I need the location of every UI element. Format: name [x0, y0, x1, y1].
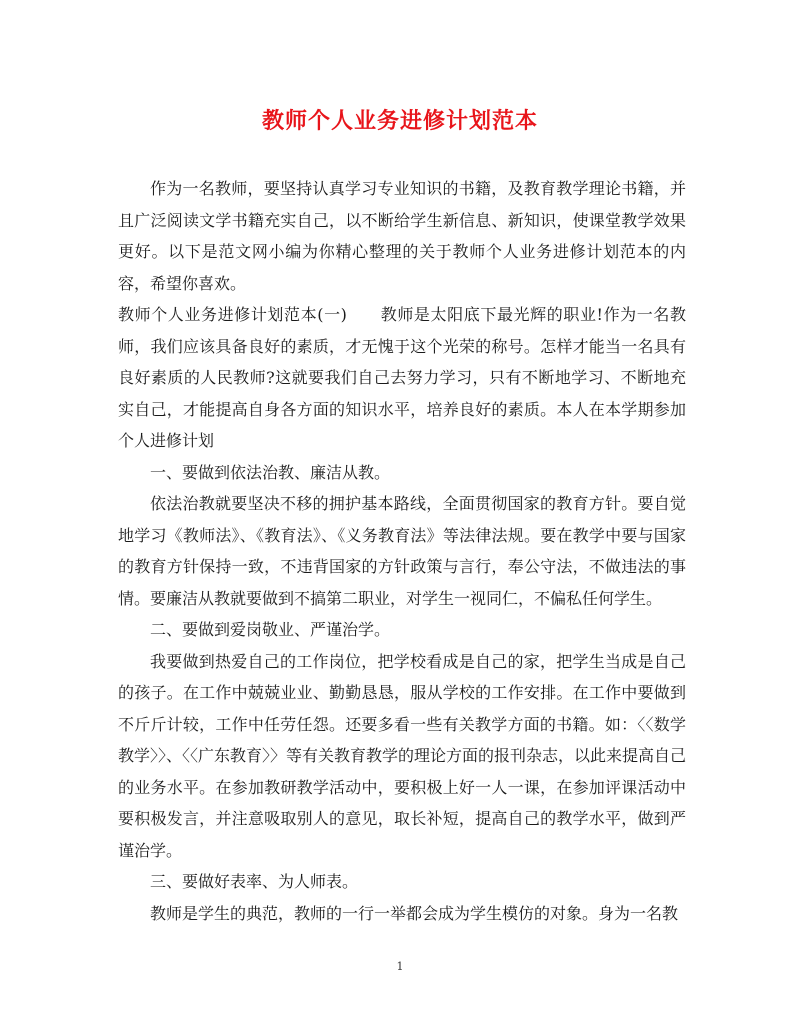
paragraph-section-2: 我要做到热爱自己的工作岗位，把学校看成是自己的家，把学生当成是自己的孩子。在工作中兢兢业业、勤勤恳恳，服从学校的工作安排。在工作中要做到不斤斤计较，工作中任劳任怨。还要多看一些有关教学方面的书籍。如：〈〈数学教学〉〉、〈〈广东教育〉〉等有关教育教学的理论方面的报刊杂志，以此来提高自己的业务水平。在参加教研教学活动中，要积极上好一人一课，在参加评课活动中要积极发言，并注意吸取别人的意见，取长补短，提高自己的教学水平，做到严谨治学。: [118, 651, 687, 860]
paragraph-template-one: 教师个人业务进修计划范本(一) 教师是太阳底下最光辉的职业!作为一名教师，我们应该具备良好的素质，才无愧于这个光荣的称号。怎样才能当一名具有良好素质的人民教师?这就要我们自己去努力学习，只有不断地学习、不断地充实自己，才能提高自身各方面的知识水平，培养良好的素质。本人在本学期参加个人进修计划: [118, 305, 686, 450]
page-number: 1: [396, 960, 404, 973]
document-title: 教师个人业务进修计划范本: [261, 108, 538, 134]
paragraph-section-1: 依法治教就要坚决不移的拥护基本路线，全面贯彻国家的教育方针。要自觉地学习《教师法》、《教育法》、《义务教育法》等法律法规。要在教学中要与国家的教育方针保持一致，不违背国家的方针政策与言行，奉公守法，不做违法的事情。要廉洁从教就要做到不搞第二职业，对学生一视同仁，不偏私任何学生。: [118, 494, 686, 608]
paragraph-section-3: 教师是学生的典范，教师的一行一举都会成为学生模仿的对象。身为一名教: [150, 903, 679, 923]
section-heading-1: 一、要做到依法治教、廉洁从教。: [150, 462, 391, 482]
section-heading-3: 三、要做好表率、为人师表。: [150, 872, 359, 891]
section-heading-2: 二、要做到爱岗敬业、严谨治学。: [150, 620, 391, 639]
document-body: [118, 173, 686, 929]
paragraph-intro: 作为一名教师，要坚持认真学习专业知识的书籍，及教育教学理论书籍，并且广泛阅读文学书籍充实自己，以不断给学生新信息、新知识，使课堂教学效果更好。以下是范文网小编为你精心整理的关于教师个人业务进修计划范本的内容，希望你喜欢。: [118, 179, 686, 293]
